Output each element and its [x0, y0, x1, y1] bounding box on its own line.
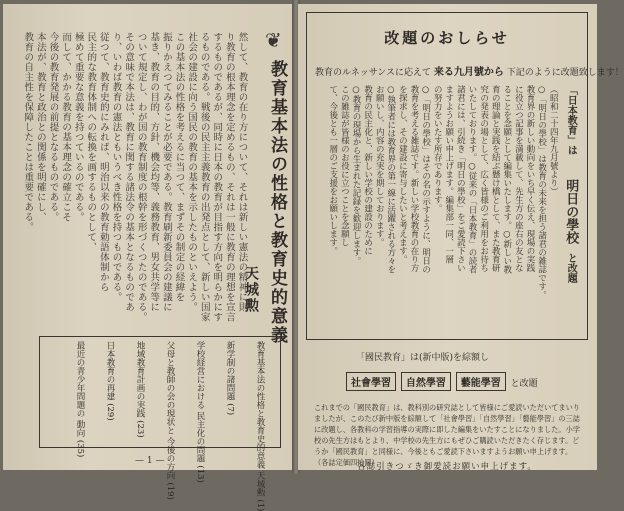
- notice-line: お願いし、内容の充実を期しております。: [374, 85, 385, 247]
- article-author: 天城勲: [243, 266, 259, 314]
- notice-box: [306, 12, 624, 340]
- left-page: [3, 4, 294, 511]
- article-body-line: 基き、教育の目的、方針、機会均等、義務教育、男女共学等に: [148, 32, 160, 312]
- article-body-line: ついて規定し、わが国の教育制度の根幹を形づくつたのである。: [135, 32, 147, 322]
- notice-line: ○「明日の學校」はその名の示すように、明日の: [420, 85, 431, 274]
- article-body-line: り教育の根本理念を定めるもの、それは一般に教育の理想を宣言: [223, 32, 235, 322]
- article-body-line: 極めて重要な意義を持つているのである。: [72, 32, 84, 222]
- article-title: 教育基本法の性格と教育史的意義: [267, 60, 287, 345]
- promo-tag: 藝能學習: [456, 372, 506, 391]
- promo-tags: [346, 372, 538, 391]
- promo-section: [306, 350, 588, 472]
- page-number: — 1 —: [135, 456, 165, 466]
- article-body-line: するものであるが、同時に日本の教育が目指す方向を明らかにす: [211, 32, 223, 322]
- notice-line: 教育界の新しい動向をいち早く伝え、現場の実践: [525, 85, 535, 272]
- notice-line: この雑誌が皆様のお役に立つことを念願し: [339, 85, 350, 247]
- article-body-line: 然して、教育の在り方について、それは新しい憲法の精神に則: [236, 32, 248, 312]
- new-title: 明日の學校: [563, 179, 579, 244]
- toc-item: 新学制の諸問題 (7): [225, 341, 235, 416]
- notice-line: ることを念願として編集いたします。○新しい教: [501, 85, 512, 274]
- toc-item: 父母と教師の会の現状と 今後の方向 (19): [165, 341, 175, 500]
- toc-item: 最近の青少年問題の 動向 (35): [75, 341, 85, 458]
- article-body-line: 従つて、教育史的にみれば、明治以来の教育勅語体制から: [97, 32, 109, 292]
- notice-line: 究の発表の場として、広く皆様のご利用をお待ち: [478, 85, 489, 272]
- notice-line: いたしております。○従来の「日本教育」の読者: [467, 85, 477, 274]
- article-body-line: 民主的な教育体制への転換を画するものとして、: [85, 32, 97, 252]
- notice-line: 諸君には、引続き「明日の學校」をご愛読下さい: [455, 85, 466, 272]
- promo-tags-suffix: と改題: [510, 379, 538, 389]
- notice-line: 教育の民主化と、新しい学校の建設のために: [362, 85, 373, 255]
- notice-line: の努力をいたす所存であります。: [432, 85, 443, 213]
- article-body-line: 教育の自主性を保障したことは重要である。: [22, 32, 34, 232]
- article-body-line: 今後の教育発展の前提となるものである。: [47, 32, 59, 222]
- notice-line: を探求し、その建設に寄与したいと考えます。: [397, 85, 408, 264]
- notice-line: 育の理論と実践を結ぶ懸け橋として、また教育研: [490, 85, 501, 272]
- promo-tag: 自然學習: [401, 372, 451, 391]
- article-body-line: その意味で本法は、教育に関する諸法令の基本となるものであ: [123, 32, 135, 312]
- promo-text: これまでの「國民教育」は、教科別の研究誌として皆様にご愛読いただいてまいりましたが、このたび新中版を綜額して「社會學習」「自然學習」「藝能學習」の三誌に改題し、各教科の学習指導の実際に即した編集をいたすことになりました。小学校の先生方はもとより、中学校の先生方にもぜひご購読いただきたく存じます。どうか「國民教育」と同様に、今後ともご愛読下さいますようお願い申上げます。（各誌定価四拾圓）: [314, 403, 580, 467]
- article-body-line: 而して、かかる教育の基本理念の確立こそ: [60, 32, 72, 222]
- toc-item: 日本教育の再建 (29): [105, 341, 115, 421]
- ornament-icon: ❦: [265, 28, 282, 52]
- notice-line: 教育を考える雑誌です。新しい学校教育の在り方: [409, 85, 419, 272]
- toc-item: 地域教育計画の実践 (23): [135, 341, 145, 438]
- notice-line: （昭和二十四年九月號より）: [548, 85, 559, 196]
- notice-subtitle: [315, 63, 624, 78]
- notice-line: ○教育の現場から生まれた記録を歓迎します。: [351, 85, 361, 265]
- notice-subtitle-suffix: 下記のように改題致します！: [506, 68, 624, 78]
- notice-line: ますようお願い申上げます。編集部一同、一層: [443, 85, 454, 264]
- promo-intro: 「國民教育」は(新中版)を綜額し: [356, 353, 490, 363]
- promo-footer: 各誌引きつゞき御愛読お願い申上げます。: [357, 462, 537, 472]
- notice-subtitle-prefix: 教育のルネッサンスに応えて: [315, 68, 432, 78]
- notice-line: ○執筆者には教育界の第一線に活躍される方々を: [385, 85, 396, 274]
- article-body-line: 振りかえつてみることが必要である。教育刷新委員会の建議に: [160, 32, 172, 312]
- article-body-line: り、いわば教育の憲法ともいうべき性格を持つものである。: [110, 32, 122, 302]
- article-body-line: この基本法の性格を考えるに当つて、まずその制定の経緯を: [173, 32, 185, 302]
- notice-subtitle-bold: 来る九月號から: [433, 67, 504, 78]
- notice-line: に役立つ記事を満載して、先生方の座右の友とな: [513, 85, 524, 272]
- toc-item: 教育基本法の性格と教育史的意義 天城勲 (1): [255, 341, 265, 511]
- toc-item: 学校経営における 民主化の問題 (13): [195, 341, 205, 483]
- notice-title: 改題のおしらせ: [384, 29, 510, 47]
- promo-tag: 社會學習: [346, 372, 396, 391]
- new-title-note: と改題: [565, 253, 577, 283]
- table-of-contents: [39, 336, 281, 511]
- notice-line: て、今後とも一層のご支援をお願いします。: [327, 85, 338, 255]
- old-title: 「日本教育」は: [565, 85, 577, 155]
- article-body-line: 本法が、教育と政治との関係を明確にし、: [34, 32, 46, 222]
- right-page: [298, 4, 624, 472]
- article-body-line: 社会の建設に向う国民の教育の基本を示したものといえよう。: [186, 32, 198, 312]
- notice-line: ○「明日の學校」は教育の未来を担う諸君の雑誌です。: [536, 85, 547, 299]
- article-body-line: るものである。戦後の民主主義教育の出発点として、新しい国家: [198, 32, 210, 322]
